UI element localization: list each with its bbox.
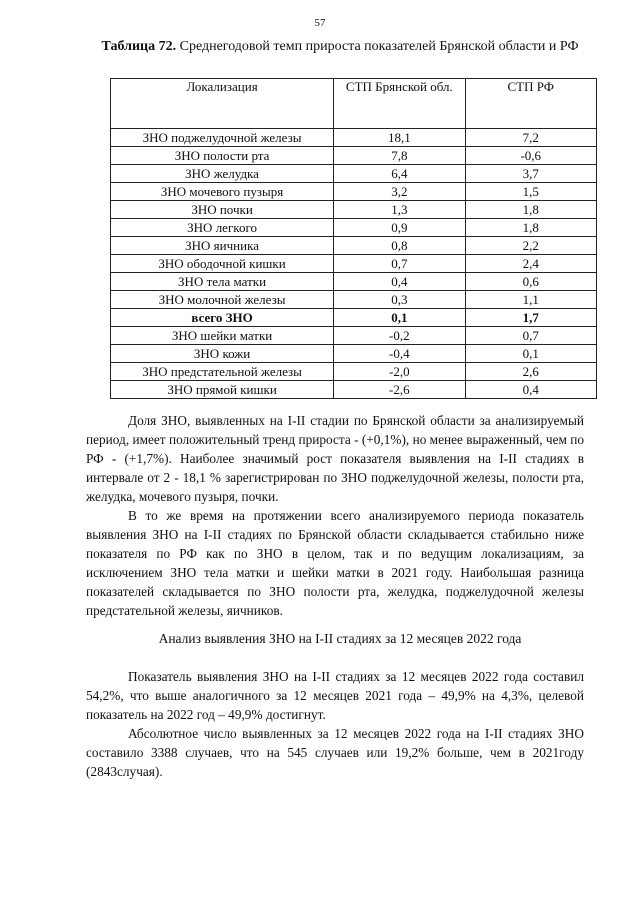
cell-bryansk: 0,3 xyxy=(334,291,465,309)
cell-localization: ЗНО яичника xyxy=(111,237,334,255)
cell-bryansk: -0,2 xyxy=(334,327,465,345)
table-caption-text: Среднегодовой темп прироста показателей Брянской области и РФ xyxy=(176,39,579,54)
cell-bryansk: -2,6 xyxy=(334,381,465,399)
cell-rf: 2,4 xyxy=(465,255,596,273)
text-block-2022 xyxy=(86,667,584,781)
cell-localization: ЗНО почки xyxy=(111,201,334,219)
cell-bryansk: 3,2 xyxy=(334,183,465,201)
cell-rf: 1,1 xyxy=(465,291,596,309)
cell-bryansk: 0,4 xyxy=(334,273,465,291)
table-row xyxy=(111,129,597,147)
growth-rate-table xyxy=(110,78,597,399)
header-bryansk: СТП Брянской обл. xyxy=(334,79,465,129)
table-row xyxy=(111,255,597,273)
cell-bryansk: 0,1 xyxy=(334,309,465,327)
cell-localization: ЗНО предстательной железы xyxy=(111,363,334,381)
cell-rf: 2,6 xyxy=(465,363,596,381)
page-number: 57 xyxy=(314,17,326,29)
header-rf: СТП РФ xyxy=(465,79,596,129)
cell-localization: ЗНО шейки матки xyxy=(111,327,334,345)
cell-localization: ЗНО тела матки xyxy=(111,273,334,291)
table-body xyxy=(111,129,597,399)
table-caption-label: Таблица 72. xyxy=(101,39,177,54)
paragraph: Показатель выявления ЗНО на I-II стадиях за 12 месяцев 2022 года составил 54,2%, что выше аналогичного за 12 месяцев 2021 года – 49,9% на 4,3%, целевой показатель на 2022 год – 49,9% достигнут. xyxy=(86,669,584,722)
cell-rf: 1,5 xyxy=(465,183,596,201)
cell-localization: ЗНО желудка xyxy=(111,165,334,183)
paragraph: Абсолютное число выявленных за 12 месяцев 2022 года на I-II стадиях ЗНО составило 3388 случаев, что на 545 случаев или 19,2% больше, чем в 2021году (2843случая). xyxy=(86,726,584,779)
text-block-analysis xyxy=(86,411,584,620)
cell-rf: 0,4 xyxy=(465,381,596,399)
cell-rf: 2,2 xyxy=(465,237,596,255)
table-row xyxy=(111,219,597,237)
cell-rf: 1,8 xyxy=(465,219,596,237)
table-row xyxy=(111,201,597,219)
cell-localization: ЗНО поджелудочной железы xyxy=(111,129,334,147)
table-row xyxy=(111,165,597,183)
table-row xyxy=(111,327,597,345)
cell-rf: 0,1 xyxy=(465,345,596,363)
table-row xyxy=(111,183,597,201)
cell-localization: ЗНО кожи xyxy=(111,345,334,363)
table-row xyxy=(111,291,597,309)
cell-bryansk: 1,3 xyxy=(334,201,465,219)
cell-bryansk: -0,4 xyxy=(334,345,465,363)
cell-bryansk: -2,0 xyxy=(334,363,465,381)
cell-localization: всего ЗНО xyxy=(111,309,334,327)
cell-localization: ЗНО молочной железы xyxy=(111,291,334,309)
cell-localization: ЗНО полости рта xyxy=(111,147,334,165)
cell-localization: ЗНО прямой кишки xyxy=(111,381,334,399)
cell-localization: ЗНО мочевого пузыря xyxy=(111,183,334,201)
header-localization: Локализация xyxy=(111,79,334,129)
cell-bryansk: 7,8 xyxy=(334,147,465,165)
table-row xyxy=(111,345,597,363)
cell-bryansk: 18,1 xyxy=(334,129,465,147)
cell-rf: 0,6 xyxy=(465,273,596,291)
table-caption xyxy=(80,37,600,56)
cell-localization: ЗНО ободочной кишки xyxy=(111,255,334,273)
cell-rf: 3,7 xyxy=(465,165,596,183)
paragraph: Доля ЗНО, выявленных на I-II стадии по Брянской области за анализируемый период, имеет положительный тренд прироста - (+0,1%), но менее выраженный, чем по РФ - (+1,7%). Наиболее значимый рост показателя выявления на I-II стадиях в интервале от 2 - 18,1 % зарегистрирован по ЗНО поджелудочной железы, полости рта, желудка, мочевого пузыря, почки. xyxy=(86,413,584,504)
cell-rf: 7,2 xyxy=(465,129,596,147)
cell-bryansk: 0,7 xyxy=(334,255,465,273)
cell-bryansk: 6,4 xyxy=(334,165,465,183)
table-row xyxy=(111,273,597,291)
table-row xyxy=(111,309,597,327)
cell-rf: 1,7 xyxy=(465,309,596,327)
section-title: Анализ выявления ЗНО на I-II стадиях за 12 месяцев 2022 года xyxy=(158,631,522,646)
cell-bryansk: 0,8 xyxy=(334,237,465,255)
cell-localization: ЗНО легкого xyxy=(111,219,334,237)
cell-rf: -0,6 xyxy=(465,147,596,165)
cell-bryansk: 0,9 xyxy=(334,219,465,237)
table-row xyxy=(111,381,597,399)
paragraph: В то же время на протяжении всего анализируемого периода показатель выявления ЗНО на I-II стадиях по Брянской области складывается стабильно ниже показателя по РФ как по ЗНО в целом, так и по ведущим локализациям, за исключением ЗНО тела матки и шейки матки в 2021 году. Наибольшая разница показателей складывается по ЗНО полости рта, желудка, поджелудочной железы предстательной железы, яичников. xyxy=(86,508,584,618)
cell-rf: 0,7 xyxy=(465,327,596,345)
table-row xyxy=(111,237,597,255)
table-row xyxy=(111,147,597,165)
table-row xyxy=(111,363,597,381)
cell-rf: 1,8 xyxy=(465,201,596,219)
